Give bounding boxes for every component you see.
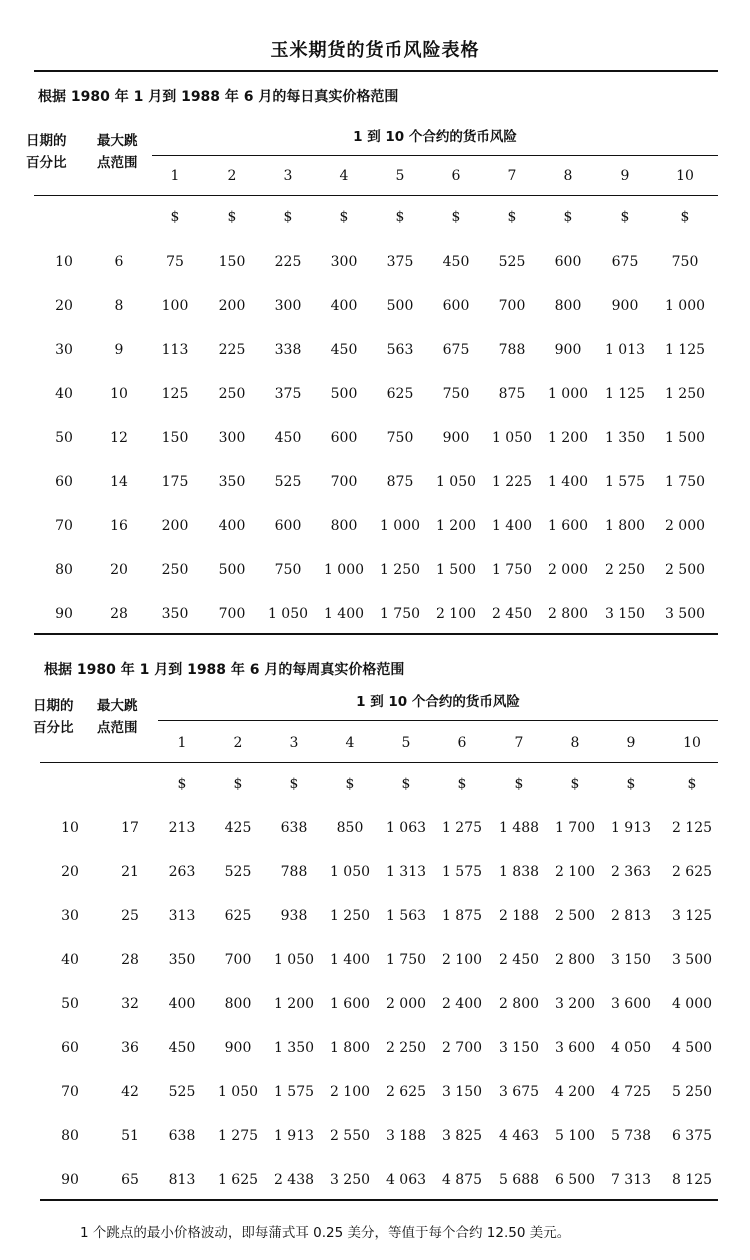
risk-value-cell: 2 100 [441,952,483,968]
currency-symbol: $ [170,209,180,225]
risk-value-cell: 1 013 [604,342,646,358]
ticks-cell: 51 [121,1128,139,1144]
ticks-cell: 9 [114,342,124,358]
risk-value-cell: 2 100 [435,606,477,622]
pct-cell: 80 [61,1128,79,1144]
risk-value-cell: 175 [161,474,189,490]
ticks-cell: 6 [114,254,124,270]
risk-value-cell: 800 [224,996,252,1012]
risk-value-cell: 400 [218,518,246,534]
risk-value-cell: 400 [330,298,358,314]
contract-number: 6 [457,735,467,751]
risk-value-cell: 2 438 [273,1172,315,1188]
risk-value-cell: 1 275 [441,820,483,836]
risk-value-cell: 7 313 [610,1172,652,1188]
risk-value-cell: 3 600 [554,1040,596,1056]
risk-value-cell: 1 000 [379,518,421,534]
currency-symbol: $ [289,776,299,792]
risk-value-cell: 2 500 [664,562,706,578]
contract-number: 7 [514,735,524,751]
currency-symbol: $ [457,776,467,792]
ticks-cell: 28 [121,952,139,968]
ticks-cell: 21 [121,864,139,880]
currency-symbol: $ [283,209,293,225]
risk-value-cell: 1 000 [547,386,589,402]
risk-value-cell: 425 [224,820,252,836]
risk-value-cell: 600 [554,254,582,270]
risk-value-cell: 1 575 [441,864,483,880]
currency-symbol: $ [227,209,237,225]
risk-value-cell: 1 200 [547,430,589,446]
risk-value-cell: 3 500 [664,606,706,622]
currency-symbol: $ [345,776,355,792]
contract-number: 5 [395,168,405,184]
risk-value-cell: 4 725 [610,1084,652,1100]
risk-value-cell: 1 913 [610,820,652,836]
risk-value-cell: 2 625 [385,1084,427,1100]
risk-value-cell: 938 [280,908,308,924]
risk-value-cell: 525 [224,864,252,880]
pct-cell: 60 [61,1040,79,1056]
risk-value-cell: 1 600 [329,996,371,1012]
risk-value-cell: 813 [168,1172,196,1188]
risk-value-cell: 1 050 [273,952,315,968]
risk-value-cell: 600 [330,430,358,446]
ticks-header-line1: 最大跳 [97,698,138,714]
ticks-cell: 16 [110,518,128,534]
pct-cell: 70 [61,1084,79,1100]
risk-value-cell: 375 [386,254,414,270]
risk-value-cell: 600 [274,518,302,534]
ticks-header-line1: 最大跳 [97,133,138,149]
table-caption: 根据 1980 年 1 月到 1988 年 6 月的每周真实价格范围 [44,662,405,678]
risk-value-cell: 113 [161,342,189,358]
risk-value-cell: 1 750 [379,606,421,622]
contract-number: 1 [170,168,180,184]
risk-value-cell: 500 [330,386,358,402]
header-rule [40,762,718,763]
risk-value-cell: 1 350 [273,1040,315,1056]
currency-symbol: $ [177,776,187,792]
risk-value-cell: 3 200 [554,996,596,1012]
risk-value-cell: 3 150 [604,606,646,622]
risk-value-cell: 450 [442,254,470,270]
risk-value-cell: 1 500 [664,430,706,446]
risk-value-cell: 100 [161,298,189,314]
risk-value-cell: 700 [330,474,358,490]
pct-header-line1: 日期的 [26,133,67,149]
risk-value-cell: 250 [161,562,189,578]
currency-symbol: $ [680,209,690,225]
risk-value-cell: 1 275 [217,1128,259,1144]
risk-value-cell: 700 [498,298,526,314]
risk-value-cell: 700 [224,952,252,968]
risk-value-cell: 788 [498,342,526,358]
risk-value-cell: 1 000 [323,562,365,578]
risk-value-cell: 6 500 [554,1172,596,1188]
risk-value-cell: 350 [168,952,196,968]
risk-value-cell: 1 200 [273,996,315,1012]
risk-value-cell: 1 750 [664,474,706,490]
risk-value-cell: 638 [280,820,308,836]
ticks-cell: 28 [110,606,128,622]
ticks-cell: 10 [110,386,128,402]
pct-cell: 30 [55,342,73,358]
risk-value-cell: 750 [386,430,414,446]
risk-value-cell: 75 [166,254,184,270]
risk-value-cell: 2 188 [498,908,540,924]
risk-value-cell: 4 463 [498,1128,540,1144]
ticks-header-line2: 点范围 [97,720,138,736]
risk-value-cell: 300 [274,298,302,314]
risk-value-cell: 3 675 [498,1084,540,1100]
risk-value-cell: 8 125 [671,1172,713,1188]
pct-cell: 70 [55,518,73,534]
risk-value-cell: 2 125 [671,820,713,836]
risk-value-cell: 1 350 [604,430,646,446]
pct-header-line2: 百分比 [33,720,74,736]
risk-value-cell: 338 [274,342,302,358]
pct-cell: 30 [61,908,79,924]
risk-value-cell: 4 063 [385,1172,427,1188]
pct-cell: 50 [55,430,73,446]
risk-value-cell: 1 700 [554,820,596,836]
risk-value-cell: 525 [168,1084,196,1100]
currency-symbol: $ [339,209,349,225]
risk-value-cell: 875 [386,474,414,490]
risk-value-cell: 5 100 [554,1128,596,1144]
footnote: 1 个跳点的最小价格波动，即每蒲式耳 0.25 美分，等值于每个合约 12.50 美元。 [80,1225,571,1241]
contract-number: 9 [626,735,636,751]
risk-value-cell: 2 000 [547,562,589,578]
risk-value-cell: 900 [611,298,639,314]
risk-value-cell: 450 [168,1040,196,1056]
risk-value-cell: 3 150 [610,952,652,968]
risk-value-cell: 150 [218,254,246,270]
risk-value-cell: 1 800 [604,518,646,534]
risk-value-cell: 1 063 [385,820,427,836]
risk-value-cell: 5 738 [610,1128,652,1144]
risk-value-cell: 1 250 [379,562,421,578]
bottom-rule [40,1199,718,1201]
risk-value-cell: 263 [168,864,196,880]
pct-cell: 80 [55,562,73,578]
risk-value-cell: 1 125 [664,342,706,358]
risk-value-cell: 2 100 [554,864,596,880]
risk-value-cell: 1 913 [273,1128,315,1144]
risk-value-cell: 4 050 [610,1040,652,1056]
pct-cell: 60 [55,474,73,490]
risk-value-cell: 3 600 [610,996,652,1012]
top-rule [34,70,718,72]
risk-value-cell: 225 [218,342,246,358]
pct-cell: 90 [61,1172,79,1188]
risk-value-cell: 3 500 [671,952,713,968]
risk-value-cell: 800 [554,298,582,314]
contract-number: 8 [570,735,580,751]
table-caption: 根据 1980 年 1 月到 1988 年 6 月的每日真实价格范围 [38,89,399,105]
risk-value-cell: 600 [442,298,470,314]
risk-value-cell: 1 488 [498,820,540,836]
risk-value-cell: 2 700 [441,1040,483,1056]
risk-value-cell: 2 000 [664,518,706,534]
risk-value-cell: 1 400 [547,474,589,490]
risk-value-cell: 4 200 [554,1084,596,1100]
risk-value-cell: 750 [442,386,470,402]
risk-value-cell: 4 875 [441,1172,483,1188]
ticks-cell: 8 [114,298,124,314]
risk-value-cell: 563 [386,342,414,358]
pct-cell: 40 [55,386,73,402]
currency-symbol: $ [395,209,405,225]
risk-value-cell: 2 800 [498,996,540,1012]
pct-cell: 20 [55,298,73,314]
risk-value-cell: 350 [161,606,189,622]
risk-value-cell: 850 [336,820,364,836]
risk-value-cell: 150 [161,430,189,446]
risk-value-cell: 1 313 [385,864,427,880]
risk-value-cell: 4 000 [671,996,713,1012]
contract-number: 10 [676,168,694,184]
risk-value-cell: 1 050 [267,606,309,622]
ticks-cell: 65 [121,1172,139,1188]
risk-value-cell: 1 225 [491,474,533,490]
risk-value-cell: 1 000 [664,298,706,314]
risk-value-cell: 1 400 [329,952,371,968]
risk-value-cell: 3 250 [329,1172,371,1188]
risk-value-cell: 700 [218,606,246,622]
risk-value-cell: 1 575 [273,1084,315,1100]
risk-value-cell: 1 250 [664,386,706,402]
contract-number: 8 [563,168,573,184]
risk-value-cell: 1 625 [217,1172,259,1188]
pct-cell: 10 [61,820,79,836]
risk-value-cell: 1 500 [435,562,477,578]
risk-value-cell: 1 125 [604,386,646,402]
ticks-cell: 12 [110,430,128,446]
risk-value-cell: 2 625 [671,864,713,880]
risk-value-cell: 800 [330,518,358,534]
risk-value-cell: 4 500 [671,1040,713,1056]
risk-value-cell: 225 [274,254,302,270]
pct-cell: 90 [55,606,73,622]
risk-value-cell: 2 800 [554,952,596,968]
risk-value-cell: 125 [161,386,189,402]
risk-value-cell: 1 400 [491,518,533,534]
risk-value-cell: 6 375 [671,1128,713,1144]
risk-value-cell: 500 [386,298,414,314]
currency-symbol: $ [687,776,697,792]
risk-value-cell: 300 [218,430,246,446]
risk-value-cell: 2 500 [554,908,596,924]
ticks-cell: 20 [110,562,128,578]
group-rule [158,720,718,721]
risk-value-cell: 1 250 [329,908,371,924]
risk-value-cell: 525 [498,254,526,270]
group-header: 1 到 10 个合约的货币风险 [353,129,517,145]
contract-number: 1 [177,735,187,751]
currency-symbol: $ [626,776,636,792]
risk-value-cell: 2 250 [385,1040,427,1056]
risk-value-cell: 200 [161,518,189,534]
risk-value-cell: 300 [330,254,358,270]
contract-number: 2 [233,735,243,751]
ticks-cell: 32 [121,996,139,1012]
risk-value-cell: 1 750 [385,952,427,968]
currency-symbol: $ [563,209,573,225]
risk-value-cell: 3 825 [441,1128,483,1144]
contract-number: 3 [289,735,299,751]
contract-number: 5 [401,735,411,751]
risk-value-cell: 625 [386,386,414,402]
contract-number: 4 [345,735,355,751]
risk-value-cell: 313 [168,908,196,924]
group-rule [152,155,718,156]
risk-value-cell: 900 [224,1040,252,1056]
risk-value-cell: 1 050 [491,430,533,446]
contract-number: 9 [620,168,630,184]
risk-value-cell: 750 [671,254,699,270]
contract-number: 3 [283,168,293,184]
risk-value-cell: 2 250 [604,562,646,578]
risk-value-cell: 375 [274,386,302,402]
risk-value-cell: 1 400 [323,606,365,622]
risk-value-cell: 3 150 [498,1040,540,1056]
risk-value-cell: 900 [554,342,582,358]
risk-value-cell: 1 050 [329,864,371,880]
risk-value-cell: 2 400 [441,996,483,1012]
risk-value-cell: 200 [218,298,246,314]
currency-symbol: $ [570,776,580,792]
risk-value-cell: 2 550 [329,1128,371,1144]
currency-symbol: $ [401,776,411,792]
risk-value-cell: 500 [218,562,246,578]
risk-value-cell: 750 [274,562,302,578]
pct-cell: 50 [61,996,79,1012]
contract-number: 4 [339,168,349,184]
risk-value-cell: 450 [274,430,302,446]
risk-value-cell: 675 [442,342,470,358]
pct-cell: 20 [61,864,79,880]
ticks-cell: 42 [121,1084,139,1100]
ticks-header-line2: 点范围 [97,155,138,171]
risk-value-cell: 1 575 [604,474,646,490]
risk-value-cell: 1 800 [329,1040,371,1056]
pct-cell: 10 [55,254,73,270]
risk-value-cell: 2 813 [610,908,652,924]
risk-value-cell: 450 [330,342,358,358]
pct-cell: 40 [61,952,79,968]
group-header: 1 到 10 个合约的货币风险 [356,694,520,710]
risk-value-cell: 638 [168,1128,196,1144]
risk-value-cell: 3 150 [441,1084,483,1100]
currency-symbol: $ [507,209,517,225]
risk-value-cell: 2 450 [498,952,540,968]
header-rule [34,195,718,196]
contract-number: 10 [683,735,701,751]
currency-symbol: $ [620,209,630,225]
contract-number: 2 [227,168,237,184]
risk-value-cell: 350 [218,474,246,490]
risk-value-cell: 675 [611,254,639,270]
risk-value-cell: 2 450 [491,606,533,622]
risk-value-cell: 2 000 [385,996,427,1012]
page-title: 玉米期货的货币风险表格 [270,40,480,61]
risk-value-cell: 5 688 [498,1172,540,1188]
ticks-cell: 36 [121,1040,139,1056]
currency-symbol: $ [514,776,524,792]
ticks-cell: 14 [110,474,128,490]
bottom-rule [34,633,718,635]
contract-number: 7 [507,168,517,184]
risk-value-cell: 1 750 [491,562,533,578]
risk-value-cell: 213 [168,820,196,836]
risk-value-cell: 2 363 [610,864,652,880]
risk-value-cell: 1 563 [385,908,427,924]
pct-header-line2: 百分比 [26,155,67,171]
risk-value-cell: 1 600 [547,518,589,534]
risk-value-cell: 875 [498,386,526,402]
currency-symbol: $ [233,776,243,792]
risk-value-cell: 3 125 [671,908,713,924]
risk-value-cell: 250 [218,386,246,402]
currency-symbol: $ [451,209,461,225]
risk-value-cell: 1 838 [498,864,540,880]
risk-value-cell: 5 250 [671,1084,713,1100]
risk-value-cell: 788 [280,864,308,880]
contract-number: 6 [451,168,461,184]
risk-value-cell: 400 [168,996,196,1012]
ticks-cell: 17 [121,820,139,836]
pct-header-line1: 日期的 [33,698,74,714]
risk-value-cell: 2 100 [329,1084,371,1100]
risk-value-cell: 1 050 [217,1084,259,1100]
risk-value-cell: 625 [224,908,252,924]
ticks-cell: 25 [121,908,139,924]
risk-value-cell: 1 200 [435,518,477,534]
risk-value-cell: 1 875 [441,908,483,924]
risk-value-cell: 2 800 [547,606,589,622]
risk-value-cell: 3 188 [385,1128,427,1144]
risk-value-cell: 900 [442,430,470,446]
risk-value-cell: 1 050 [435,474,477,490]
risk-value-cell: 525 [274,474,302,490]
